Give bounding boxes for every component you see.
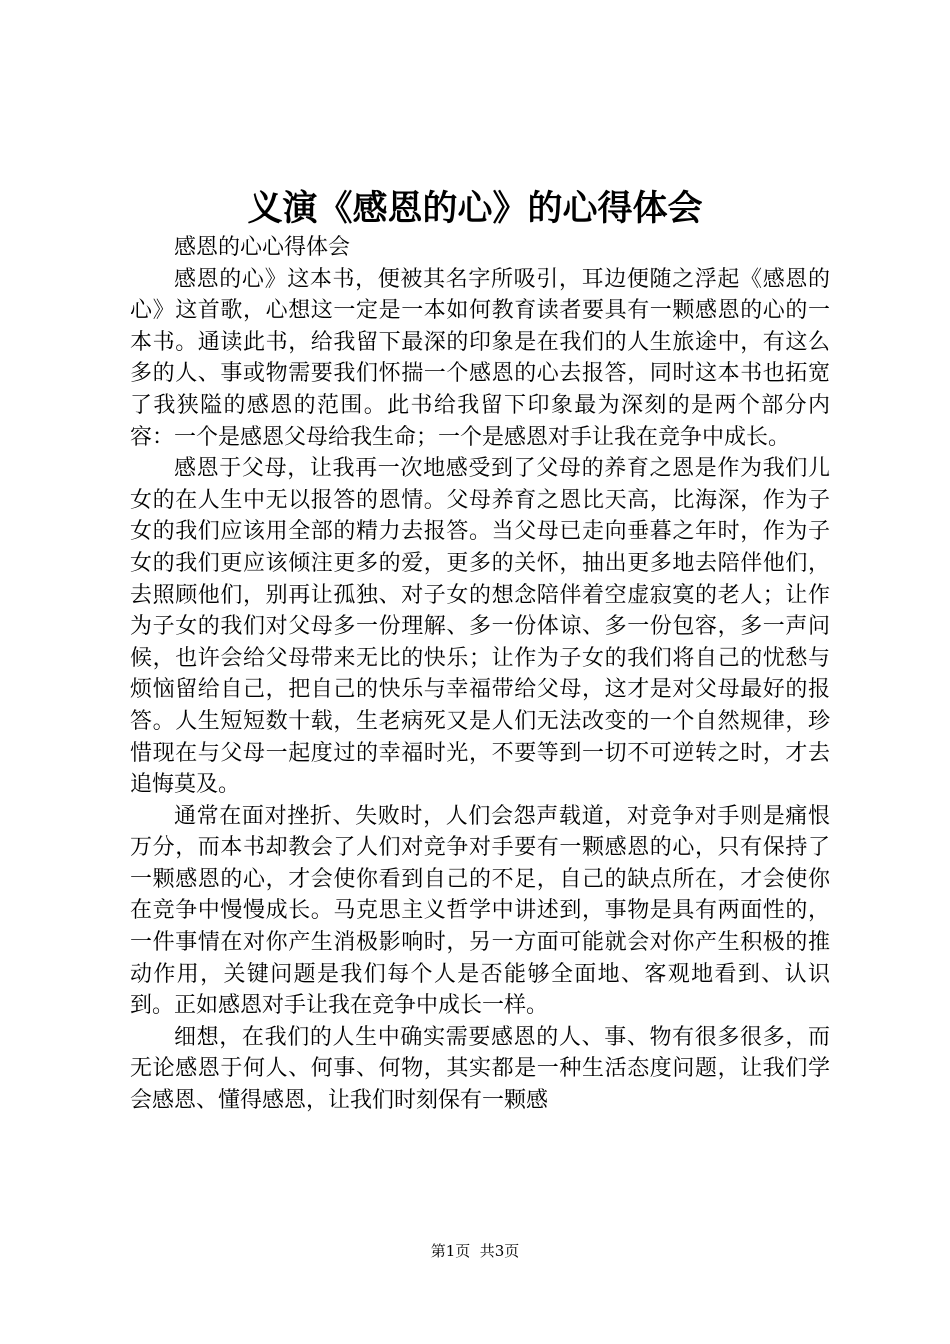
document-body	[130, 232, 830, 1117]
page-number: 第1页 共3页	[430, 1242, 520, 1260]
document-title: 义演《感恩的心》的心得体会	[247, 188, 703, 229]
paragraph-subtitle: 感恩的心心得体会	[174, 235, 351, 260]
paragraph: 感恩的心》这本书，便被其名字所吸引，耳边便随之浮起《感恩的心》这首歌，心想这一定是一本如何教育读者要具有一颗感恩的心的一本书。通读此书，给我留下最深的印象是在我们的人生旅途中，有这么多的人、事或物需要我们怀揣一个感恩的心去报答，同时这本书也拓宽了我狭隘的感恩的范围。此书给我留下印象最为深刻的是两个部分内容：一个是感恩父母给我生命；一个是感恩对手让我在竞争中成长。	[130, 266, 830, 450]
paragraph: 细想，在我们的人生中确实需要感恩的人、事、物有很多很多，而无论感恩于何人、何事、何物，其实都是一种生活态度问题，让我们学会感恩、懂得感恩，让我们时刻保有一颗感	[130, 1024, 830, 1114]
page-footer	[0, 1241, 950, 1261]
paragraph: 通常在面对挫折、失败时，人们会怨声载道，对竞争对手则是痛恨万分，而本书却教会了人们对竞争对手要有一颗感恩的心，只有保持了一颗感恩的心，才会使你看到自己的不足，自己的缺点所在，才会使你在竞争中慢慢成长。马克思主义哲学中讲述到，事物是具有两面性的，一件事情在对你产生消极影响时，另一方面可能就会对你产生积极的推动作用，关键问题是我们每个人是否能够全面地、客观地看到、认识到。正如感恩对手让我在竞争中成长一样。	[130, 803, 830, 1019]
paragraph: 感恩于父母，让我再一次地感受到了父母的养育之恩是作为我们儿女的在人生中无以报答的恩情。父母养育之恩比天高，比海深，作为子女的我们应该用全部的精力去报答。当父母已走向垂暮之年时，作为子女的我们更应该倾注更多的爱，更多的关怀，抽出更多地去陪伴他们，去照顾他们，别再让孤独、对子女的想念陪伴着空虚寂寞的老人；让作为子女的我们对父母多一份理解、多一份体谅、多一份包容，多一声问候，也许会给父母带来无比的快乐；让作为子女的我们将自己的忧愁与烦恼留给自己，把自己的快乐与幸福带给父母，这才是对父母最好的报答。人生短短数十载，生老病死又是人们无法改变的一个自然规律，珍惜现在与父母一起度过的幸福时光，不要等到一切不可逆转之时，才去追悔莫及。	[130, 456, 830, 798]
